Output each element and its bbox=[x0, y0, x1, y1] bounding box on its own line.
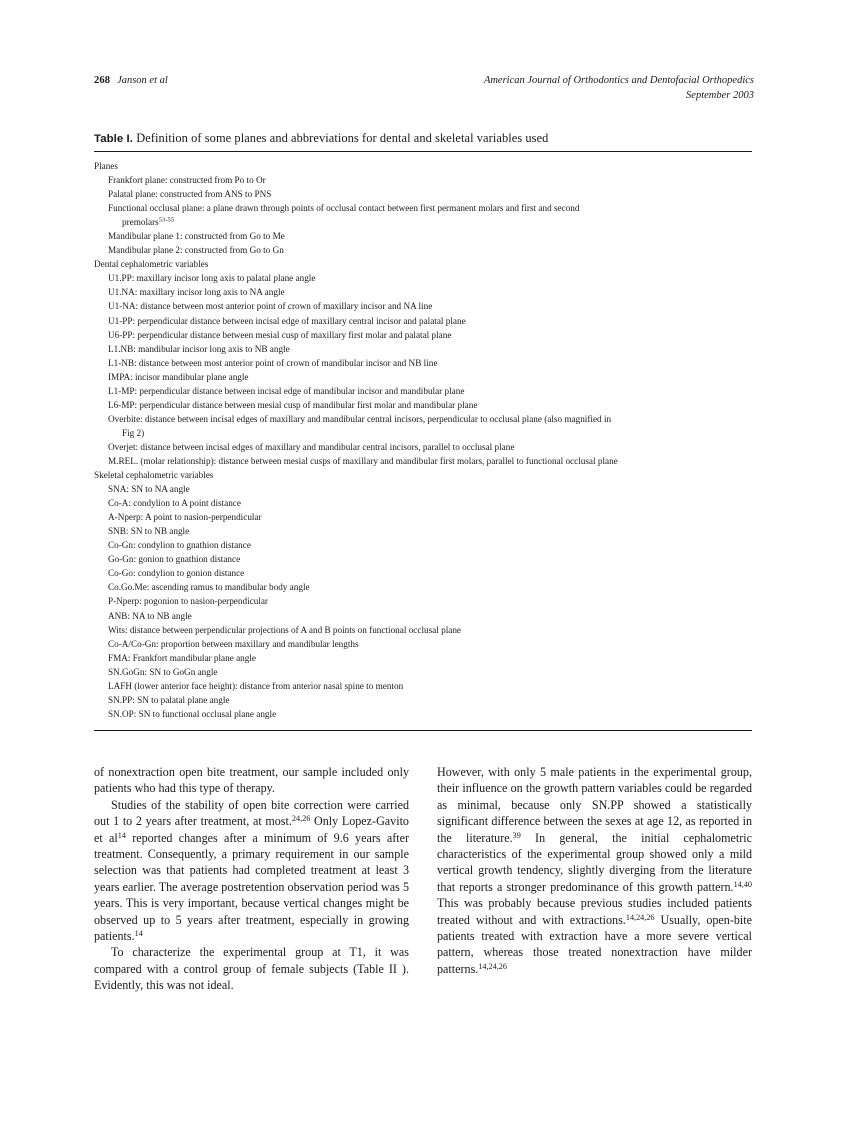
table-row: L1-MP: perpendicular distance between incisal edge of mandibular incisor and mandibular plane bbox=[108, 385, 465, 396]
reference-superscript: 53-55 bbox=[158, 216, 175, 224]
table-row: Co-A: condylion to A point distance bbox=[108, 498, 241, 509]
table-row: IMPA: incisor mandibular plane angle bbox=[108, 371, 249, 382]
table-section-heading: Dental cephalometric variables bbox=[94, 259, 209, 270]
table-bottom-rule bbox=[94, 730, 752, 731]
table-row: Go-Gn: gonion to gnathion distance bbox=[108, 554, 241, 565]
paragraph-text: Studies of the stability of open bite correction were carried out 1 to 2 years after treatment, at most. bbox=[94, 797, 409, 829]
table-row: SNA: SN to NA angle bbox=[108, 484, 190, 495]
table-body bbox=[94, 152, 752, 721]
journal-title: American Journal of Orthodontics and Dentofacial Orthopedics bbox=[483, 75, 754, 86]
body-columns bbox=[94, 764, 752, 994]
table-row: SN.GoGn: SN to GoGn angle bbox=[108, 666, 218, 677]
table-row: U1.NA: maxillary incisor long axis to NA angle bbox=[108, 287, 285, 298]
paragraph-text: In general, the initial cephalometric characteristics of the experimental group showed only a mild vertical growth tendency, slightly diverging from the literature that reports a stronger predominance of this growth pattern. bbox=[437, 830, 752, 894]
table-row: Frankfort plane: constructed from Po to Or bbox=[108, 175, 266, 186]
table-row: Wits: distance between perpendicular projections of A and B points on functional occlusal plane bbox=[108, 624, 461, 635]
table-section-heading: Planes bbox=[94, 161, 118, 171]
table-row: ANB: NA to NB angle bbox=[108, 610, 192, 621]
paragraph-text: This was probably because previous studies included patients treated without and with extractions. bbox=[437, 896, 752, 927]
table-caption bbox=[94, 131, 752, 151]
paragraph bbox=[94, 797, 409, 945]
table-row: Overjet: distance between incisal edges of maxillary and mandibular central incisors, parallel to occlusal plane bbox=[108, 441, 515, 452]
continuation-text: premolars bbox=[122, 217, 159, 228]
running-head-right bbox=[484, 74, 754, 103]
table-row: L1-NB: distance between most anterior point of crown of mandibular incisor and NB line bbox=[108, 357, 438, 368]
paragraph: To characterize the experimental group at T1, it was compared with a control group of female subjects (Table II ). Evidently, this was not ideal. bbox=[94, 945, 409, 993]
table-row-continuation bbox=[108, 215, 752, 229]
table-row: Mandibular plane 2: constructed from Go to Gn bbox=[108, 245, 284, 256]
table-row: U1-NA: distance between most anterior point of crown of maxillary incisor and NA line bbox=[108, 301, 433, 312]
table-row: U1.PP: maxillary incisor long axis to palatal plane angle bbox=[108, 273, 316, 284]
reference-superscript: 24,26 bbox=[291, 814, 311, 824]
right-column bbox=[437, 764, 752, 994]
reference-superscript: 14,40 bbox=[733, 879, 752, 889]
table-row: M.REL. (molar relationship): distance between mesial cusps of maxillary and mandibular first molars, parallel to functional occlusal plane bbox=[108, 455, 618, 466]
table-row: Palatal plane: constructed from ANS to PNS bbox=[108, 189, 272, 200]
table-section-heading: Skeletal cephalometric variables bbox=[94, 470, 214, 481]
table-row-text: Overbite: distance between incisal edges of maxillary and mandibular central incisors, perpendicular to occlusal plane (also magnified in bbox=[108, 413, 612, 424]
table-row: SNB: SN to NB angle bbox=[108, 526, 190, 537]
reference-superscript: 14 bbox=[134, 928, 143, 938]
table-row bbox=[94, 201, 752, 229]
left-column bbox=[94, 764, 409, 994]
table-row: SN.OP: SN to functional occlusal plane angle bbox=[108, 708, 277, 719]
reference-superscript: 14 bbox=[117, 830, 126, 840]
paragraph-text: However, with only 5 male patients in the experimental group, their influence on the growth pattern variables could be regarded as minimal, because only SN.PP showed a statistically significant difference between the sexes at age 12, as reported in the literature. bbox=[437, 765, 752, 845]
paragraph-text: Only Lopez-Gavito et al bbox=[94, 814, 409, 845]
running-head bbox=[94, 74, 754, 103]
running-head-left bbox=[94, 74, 168, 88]
table-row: A-Nperp: A point to nasion-perpendicular bbox=[108, 512, 262, 523]
table-row: L1.NB: mandibular incisor long axis to NB angle bbox=[108, 343, 290, 354]
paragraph: of nonextraction open bite treatment, our sample included only patients who had this type of therapy. bbox=[94, 765, 409, 796]
table-row: P-Nperp: pogonion to nasion-perpendicular bbox=[108, 596, 268, 607]
table-row: FMA: Frankfort mandibular plane angle bbox=[108, 652, 256, 663]
paragraph-text: reported changes after a minimum of 9.6 years after treatment. Consequently, a primary requirement in our sample selection was that patients had completed treatment at least 3 years earlier. The average postretention observation period was 5 years. This is very important, because vertical changes might be observed up to 5 years after treatment, especially in growing patients. bbox=[94, 830, 409, 944]
paragraph-text: Usually, open-bite patients treated with extraction have a more severe vertical pattern, whereas those treated nonextraction have milder patterns. bbox=[437, 912, 752, 976]
reference-superscript: 14,24,26 bbox=[625, 912, 655, 922]
paragraph bbox=[437, 764, 752, 977]
table-label: Table I. bbox=[94, 133, 134, 145]
reference-superscript: 39 bbox=[512, 830, 521, 840]
table-row: U6-PP: perpendicular distance between mesial cusp of maxillary first molar and palatal plane bbox=[108, 329, 452, 340]
table-row: SN.PP: SN to palatal plane angle bbox=[108, 694, 230, 705]
reference-superscript: 14,24,26 bbox=[478, 961, 507, 971]
table-row: U1-PP: perpendicular distance between incisal edge of maxillary central incisor and palatal plane bbox=[108, 315, 466, 326]
table-row: Mandibular plane 1: constructed from Go to Me bbox=[108, 231, 285, 242]
page-number: 268 bbox=[94, 75, 111, 86]
table-row: Co-A/Co-Gn: proportion between maxillary and mandibular lengths bbox=[108, 638, 359, 649]
table-row: Co-Gn: condylion to gnathion distance bbox=[108, 540, 251, 551]
table-title: Definition of some planes and abbreviations for dental and skeletal variables used bbox=[136, 131, 549, 145]
table-row: Co-Go: condylion to gonion distance bbox=[108, 568, 245, 579]
table-1 bbox=[94, 131, 752, 731]
table-row-continuation: Fig 2) bbox=[122, 427, 145, 438]
table-row bbox=[94, 412, 752, 440]
issue-date: September 2003 bbox=[686, 89, 754, 101]
table-row: Co.Go.Me: ascending ramus to mandibular body angle bbox=[108, 582, 310, 593]
table-row-text: Functional occlusal plane: a plane drawn through points of occlusal contact between first permanent molars and first and second bbox=[108, 203, 580, 214]
running-head-author: Janson et al bbox=[117, 75, 168, 86]
table-row: LAFH (lower anterior face height): distance from anterior nasal spine to menton bbox=[108, 680, 404, 691]
table-row: L6-MP: perpendicular distance between mesial cusp of mandibular first molar and mandibular plane bbox=[108, 399, 478, 410]
